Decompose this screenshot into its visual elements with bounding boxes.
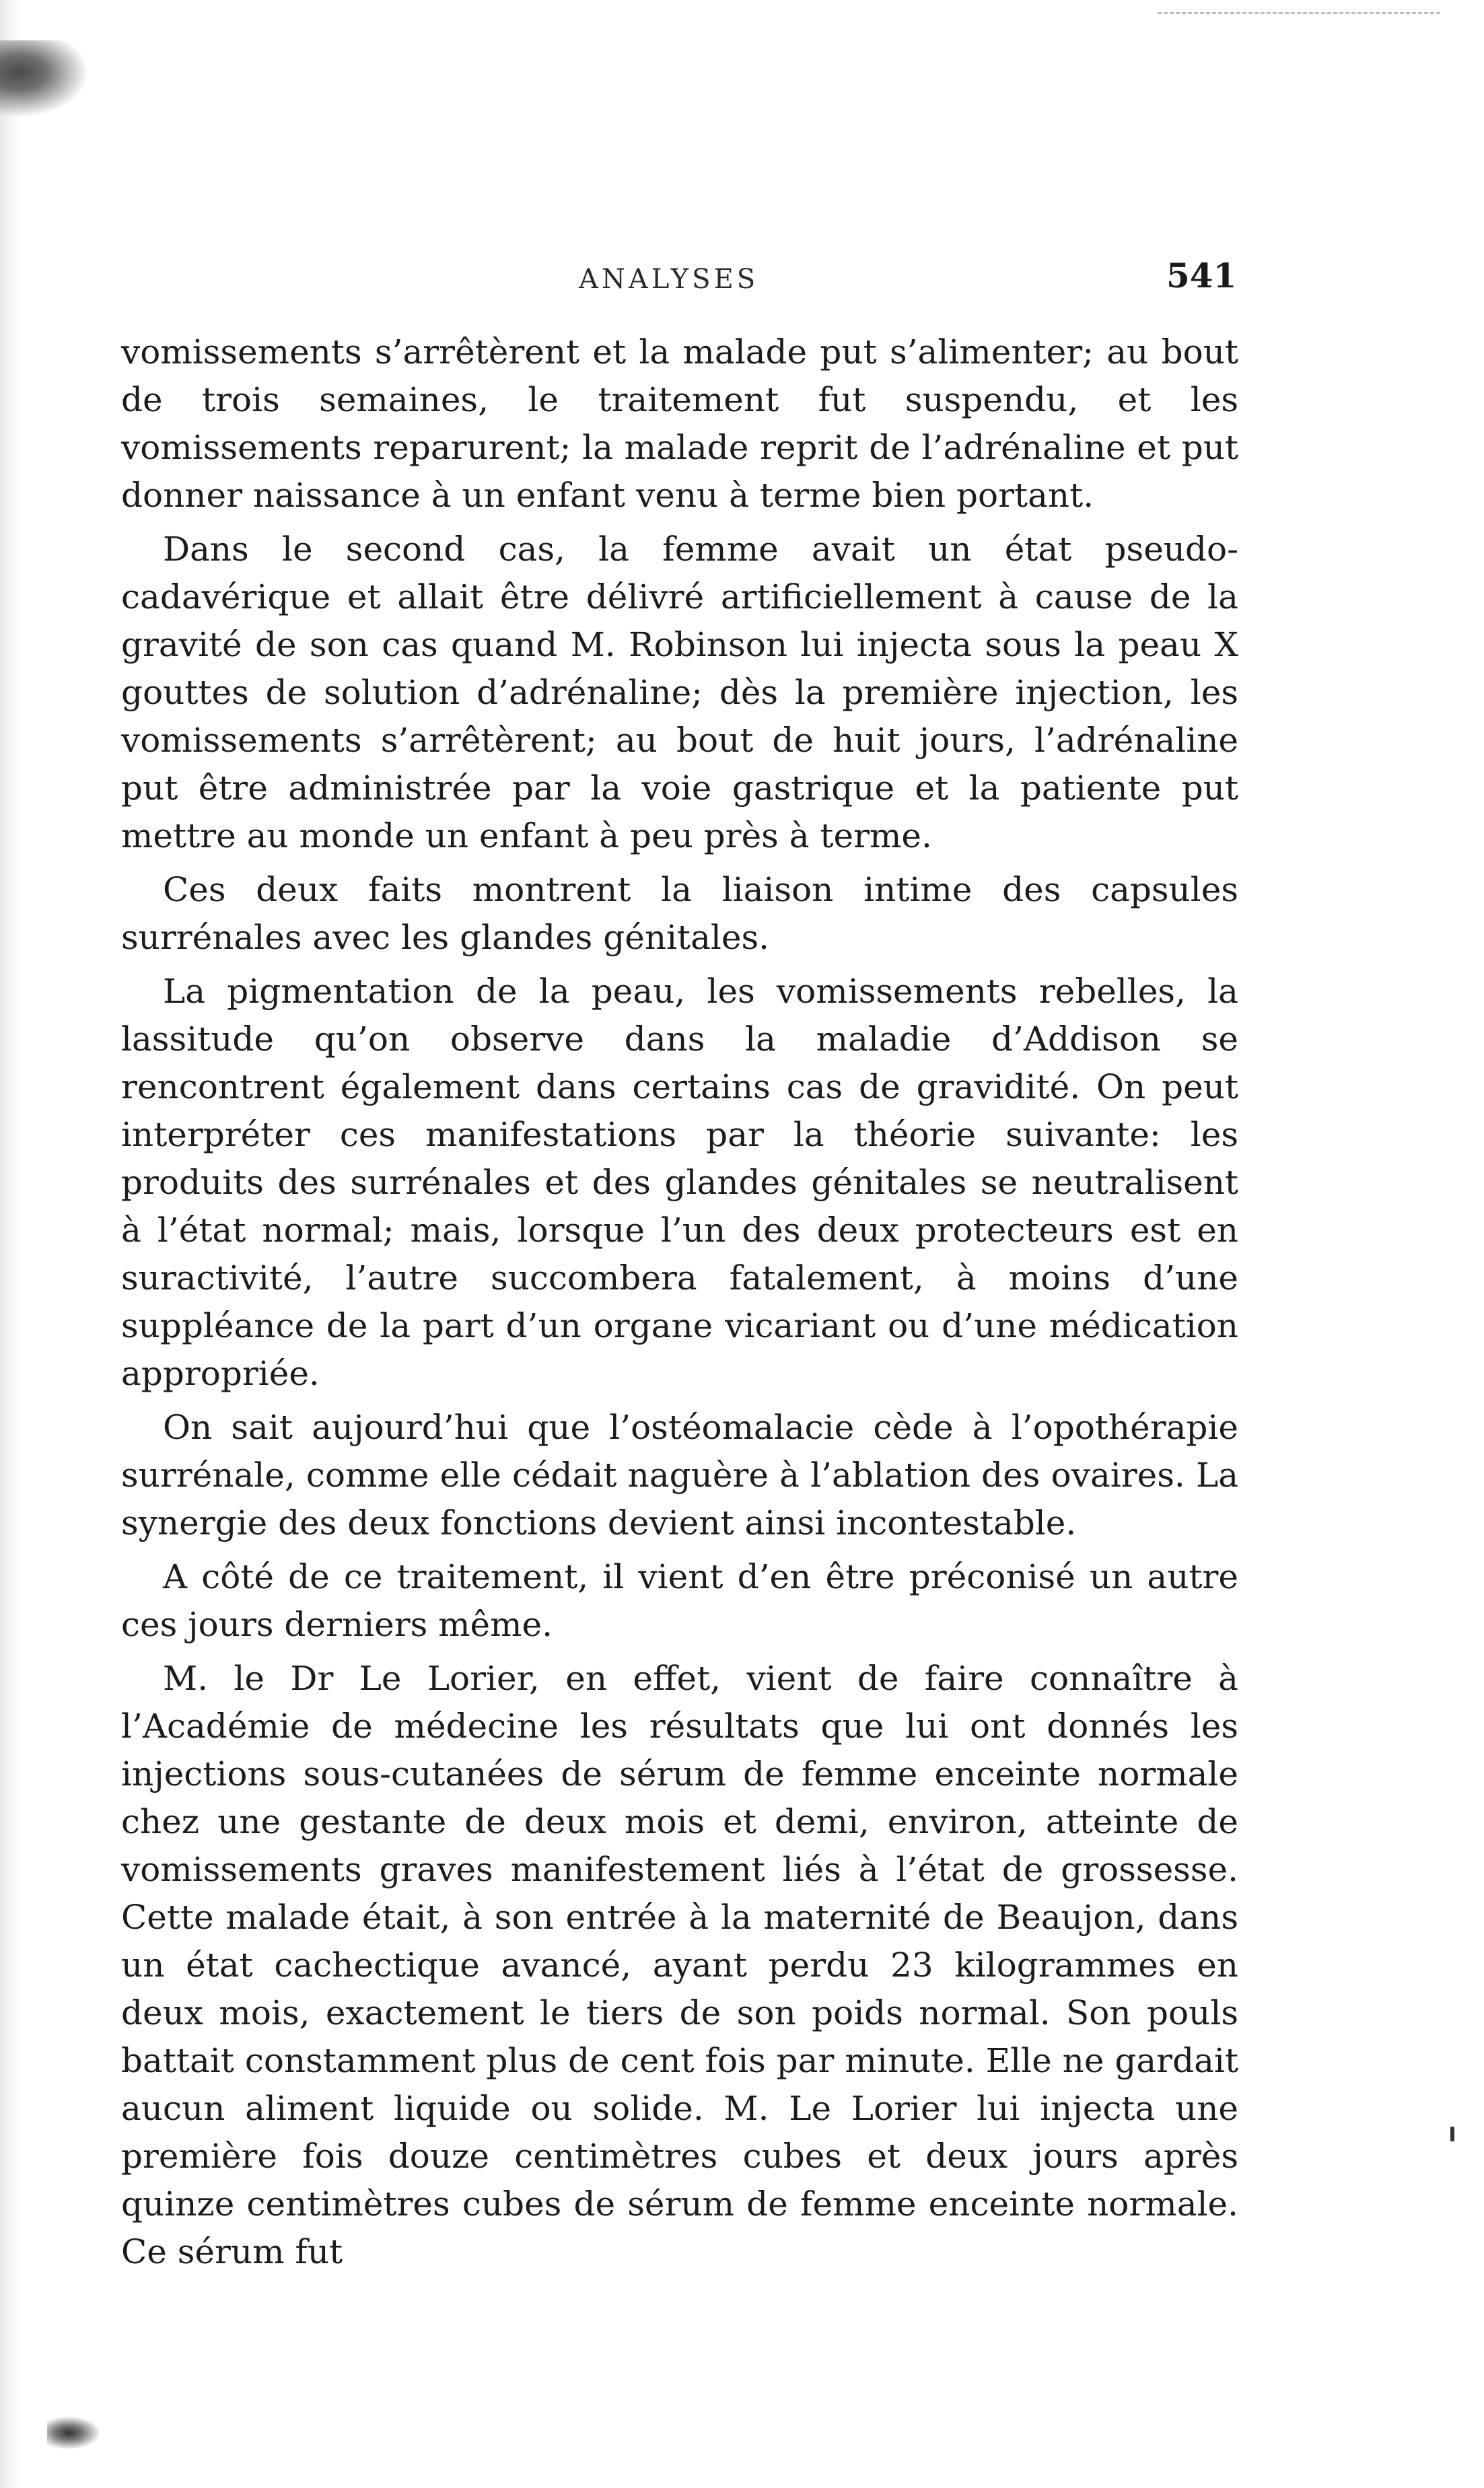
binding-edge-shadow [0, 0, 23, 2488]
paragraph: Dans le second cas, la femme avait un état pseudo-cadavérique et allait être délivré artificiellement à cause de la gravité de son cas quand M. Robinson lui injecta sous la peau X gouttes de solution d’adrénaline; dès la première injection, les vomissements s’arrêtèrent; au bout de huit jours, l’adrénaline put être administrée par la voie gastrique et la patiente put mettre au monde un enfant à peu près à terme. [121, 530, 1238, 855]
paragraph: A côté de ce traitement, il vient d’en être préconisé un autre ces jours derniers même. [121, 1557, 1238, 1644]
scan-top-rule [1158, 12, 1440, 14]
body-text [121, 328, 1238, 2282]
paragraph: On sait aujourd’hui que l’ostéomalacie cède à l’opothérapie surrénale, comme elle cédait naguère à l’ablation des ovaires. La synergie des deux fonctions devient ainsi incontestable. [121, 1408, 1238, 1542]
paragraph: Ces deux faits montrent la liaison intime des capsules surrénales avec les glandes génitales. [121, 870, 1238, 957]
paragraph: M. le Dr Le Lorier, en effet, vient de faire connaître à l’Académie de médecine les résultats que lui ont donnés les injections sous-cutanées de sérum de femme enceinte normale chez une gestante de deux mois et demi, environ, atteinte de vomissements graves manifestement liés à l’état de grossesse. Cette malade était, à son entrée à la maternité de Beaujon, dans un état cachectique avancé, ayant perdu 23 kilogrammes en deux mois, exactement le tiers de son poids normal. Son pouls battait constamment plus de cent fois par minute. Elle ne gardait aucun aliment liquide ou solide. M. Le Lorier lui injecta une première fois douze centimètres cubes et deux jours après quinze centimètres cubes de sérum de femme enceinte normale. Ce sérum fut [121, 1659, 1238, 2271]
scan-bottom-blot [47, 2416, 101, 2450]
scan-ink-blot [0, 40, 94, 121]
running-head: ANALYSES [579, 264, 759, 295]
page-number: 541 [1166, 256, 1237, 295]
paragraph: vomissements s’arrêtèrent et la malade put s’alimenter; au bout de trois semaines, le traitement fut suspendu, et les vomissements reparurent; la malade reprit de l’adrénaline et put donner naissance à un enfant venu à terme bien portant. [121, 332, 1238, 515]
paragraph: La pigmentation de la peau, les vomissements rebelles, la lassitude qu’on observe dans la maladie d’Addison se rencontrent également dans certains cas de gravidité. On peut interpréter ces manifestations par la théorie suivante: les produits des surrénales et des glandes génitales se neutralisent à l’état normal; mais, lorsque l’un des deux protecteurs est en suractivité, l’autre succombera fatalement, à moins d’une suppléance de la part d’un organe vicariant ou d’une médication appropriée. [121, 972, 1238, 1393]
scan-stray-mark [1450, 2127, 1454, 2141]
